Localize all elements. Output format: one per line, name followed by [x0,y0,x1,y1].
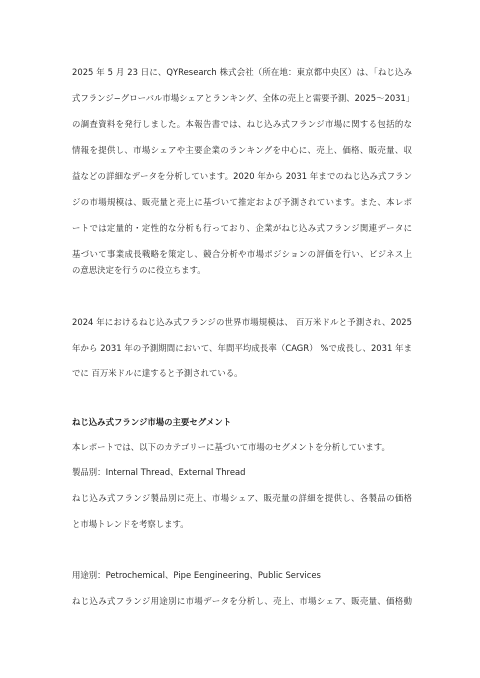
paragraph-1-line: ジの市場規模は、販売量と売上に基づいて推定および予測されています。また、本レポ [72,197,412,207]
paragraph-2-line: 2024 年におけるねじ込み式フランジの世界市場規模は、 百万米ドルと予測され、2025 [72,317,412,327]
application-list: 用途別：Petrochemical、Pipe Eengineering、Public Services [72,570,321,580]
product-type-list: 製品別：Internal Thread、External Thread [72,467,246,477]
paragraph-1-line: の意思決定を行うのに役立ちます。 [72,265,206,275]
application-description-line: ねじ込み式フランジ用途別に市場データを分析し、売上、市場シェア、販売量、価格動 [72,596,412,606]
paragraph-1-line: 式フランジ−グローバル市場シェアとランキング、全体の売上と需要予測、2025〜2031」 [72,93,415,103]
paragraph-1-line: の調査資料を発行しました。本報告書では、ねじ込み式フランジ市場に関する包括的な [72,119,412,129]
section-heading: ねじ込み式フランジ市場の主要セグメント [72,417,232,427]
paragraph-1-line: ートでは定量的・定性的な分析も行っており、企業がねじ込み式フランジ関連データに [72,223,412,233]
paragraph-2-line: 年から 2031 年の予測期間において、年間平均成長率（CAGR） %で成長し、2031 年ま [72,343,412,353]
section-intro: 本レポートでは、以下のカテゴリーに基づいて市場のセグメントを分析しています。 [72,442,390,452]
product-description-line: ねじ込み式フランジ製品別に売上、市場シェア、販売量の詳細を提供し、各製品の価格 [72,493,412,503]
paragraph-1-line: 情報を提供し、市場シェアや主要企業のランキングを中心に、売上、価格、販売量、収 [72,145,412,155]
paragraph-1-line: 益などの詳細なデータを分析しています。2020 年から 2031 年までのねじ込み式フラン [72,171,412,181]
paragraph-2-line: でに 百万米ドルに達すると予測されている。 [72,368,243,378]
paragraph-1-line: 基づいて事業成長戦略を策定し、競合分析や市場ポジションの評価を行い、ビジネス上 [72,249,412,259]
paragraph-1-line: 2025 年 5 月 23 日に、QYResearch 株式会社（所在地：東京都中央区）は、「ねじ込み [72,67,412,77]
product-description-line: と市場トレンドを考察します。 [72,519,189,529]
